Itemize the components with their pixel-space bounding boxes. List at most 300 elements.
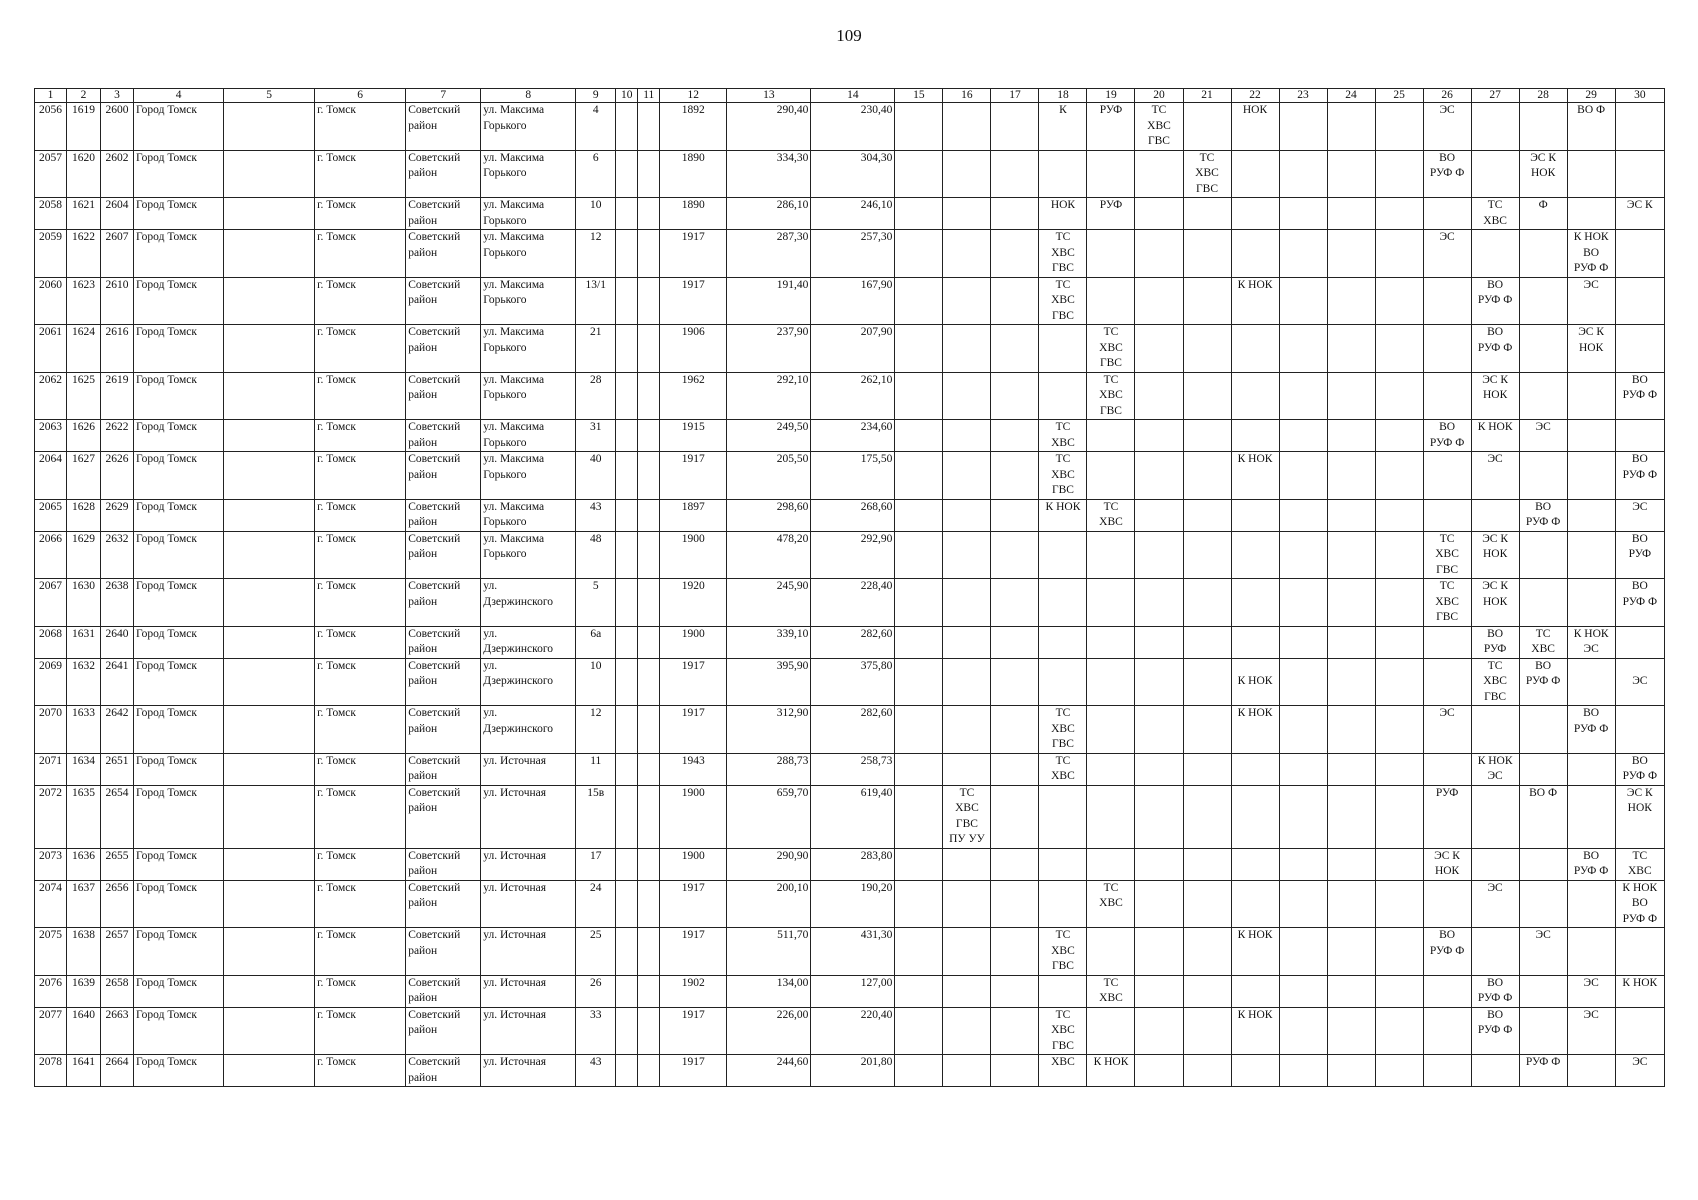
cell-col-22: [1231, 848, 1279, 880]
cell-col-27: ВО РУФ Ф: [1471, 975, 1519, 1007]
cell-col-14: 228,40: [811, 579, 895, 627]
column-header-4: 4: [134, 89, 224, 103]
cell-col-18: [1039, 531, 1087, 579]
cell-col-9: 13/1: [576, 277, 616, 325]
cell-col-8: ул. Максима Горького: [481, 452, 576, 500]
column-header-13: 13: [727, 89, 811, 103]
cell-col-17: [991, 372, 1039, 420]
cell-col-21: [1183, 848, 1231, 880]
cell-col-14: 375,80: [811, 658, 895, 706]
cell-col-1: 2064: [35, 452, 67, 500]
cell-col-10: [616, 230, 638, 278]
cell-col-2: 1639: [67, 975, 101, 1007]
cell-col-28: [1519, 531, 1567, 579]
cell-col-10: [616, 103, 638, 151]
cell-col-8: ул. Максима Горького: [481, 103, 576, 151]
cell-col-4: Город Томск: [134, 198, 224, 230]
cell-col-10: [616, 785, 638, 848]
cell-col-8: ул. Источная: [481, 1055, 576, 1087]
cell-col-21: [1183, 785, 1231, 848]
cell-col-26: РУФ: [1423, 785, 1471, 848]
cell-col-21: ТС ХВС ГВС: [1183, 150, 1231, 198]
cell-col-2: 1622: [67, 230, 101, 278]
cell-col-17: [991, 928, 1039, 976]
cell-col-9: 10: [576, 198, 616, 230]
cell-col-28: ЭС: [1519, 928, 1567, 976]
cell-col-26: [1423, 325, 1471, 373]
cell-col-3: 2616: [101, 325, 134, 373]
cell-col-27: ЭС К НОК: [1471, 372, 1519, 420]
cell-col-13: 659,70: [727, 785, 811, 848]
cell-col-28: [1519, 579, 1567, 627]
cell-col-6: г. Томск: [315, 785, 406, 848]
cell-col-13: 298,60: [727, 499, 811, 531]
cell-col-3: 2602: [101, 150, 134, 198]
cell-col-27: ВО РУФ Ф: [1471, 325, 1519, 373]
cell-col-30: ВО РУФ Ф: [1615, 452, 1664, 500]
cell-col-17: [991, 150, 1039, 198]
cell-col-24: [1327, 230, 1375, 278]
cell-col-27: ВО РУФ Ф: [1471, 1007, 1519, 1055]
cell-col-30: ВО РУФ Ф: [1615, 372, 1664, 420]
cell-col-17: [991, 706, 1039, 754]
cell-col-29: [1567, 198, 1615, 230]
cell-col-10: [616, 706, 638, 754]
cell-col-9: 31: [576, 420, 616, 452]
column-header-19: 19: [1087, 89, 1135, 103]
cell-col-19: [1087, 579, 1135, 627]
cell-col-24: [1327, 103, 1375, 151]
cell-col-4: Город Томск: [134, 277, 224, 325]
cell-col-20: [1135, 1007, 1183, 1055]
cell-col-24: [1327, 198, 1375, 230]
cell-col-13: 511,70: [727, 928, 811, 976]
cell-col-14: 304,30: [811, 150, 895, 198]
cell-col-10: [616, 325, 638, 373]
cell-col-24: [1327, 848, 1375, 880]
cell-col-23: [1279, 420, 1327, 452]
cell-col-6: г. Томск: [315, 975, 406, 1007]
column-header-18: 18: [1039, 89, 1087, 103]
cell-col-20: [1135, 277, 1183, 325]
cell-col-13: 287,30: [727, 230, 811, 278]
cell-col-16: [943, 848, 991, 880]
cell-col-24: [1327, 277, 1375, 325]
cell-col-17: [991, 753, 1039, 785]
cell-col-25: [1375, 880, 1423, 928]
cell-col-17: [991, 626, 1039, 658]
cell-col-24: [1327, 579, 1375, 627]
cell-col-6: г. Томск: [315, 198, 406, 230]
cell-col-30: [1615, 230, 1664, 278]
cell-col-16: [943, 420, 991, 452]
cell-col-13: 226,00: [727, 1007, 811, 1055]
cell-col-7: Советский район: [406, 975, 481, 1007]
cell-col-17: [991, 1007, 1039, 1055]
cell-col-21: [1183, 928, 1231, 976]
cell-col-22: [1231, 198, 1279, 230]
cell-col-18: [1039, 325, 1087, 373]
cell-col-2: 1624: [67, 325, 101, 373]
cell-col-19: [1087, 785, 1135, 848]
cell-col-1: 2066: [35, 531, 67, 579]
table-row: [35, 230, 1665, 278]
cell-col-25: [1375, 150, 1423, 198]
cell-col-7: Советский район: [406, 198, 481, 230]
cell-col-24: [1327, 975, 1375, 1007]
column-header-25: 25: [1375, 89, 1423, 103]
cell-col-30: ЭС К НОК: [1615, 785, 1664, 848]
cell-col-10: [616, 499, 638, 531]
cell-col-26: [1423, 753, 1471, 785]
cell-col-25: [1375, 626, 1423, 658]
cell-col-3: 2657: [101, 928, 134, 976]
cell-col-7: Советский район: [406, 103, 481, 151]
cell-col-12: 1915: [660, 420, 727, 452]
cell-col-26: [1423, 1007, 1471, 1055]
cell-col-13: 334,30: [727, 150, 811, 198]
cell-col-7: Советский район: [406, 499, 481, 531]
cell-col-30: [1615, 150, 1664, 198]
cell-col-7: Советский район: [406, 928, 481, 976]
cell-col-6: г. Томск: [315, 658, 406, 706]
cell-col-28: [1519, 372, 1567, 420]
table-row: [35, 848, 1665, 880]
cell-col-28: [1519, 325, 1567, 373]
cell-col-12: 1902: [660, 975, 727, 1007]
cell-col-18: НОК: [1039, 198, 1087, 230]
cell-col-16: [943, 1055, 991, 1087]
cell-col-2: 1627: [67, 452, 101, 500]
cell-col-6: г. Томск: [315, 848, 406, 880]
cell-col-9: 15в: [576, 785, 616, 848]
cell-col-12: 1917: [660, 1007, 727, 1055]
cell-col-7: Советский район: [406, 1007, 481, 1055]
column-header-28: 28: [1519, 89, 1567, 103]
cell-col-6: г. Томск: [315, 1055, 406, 1087]
table-row: [35, 626, 1665, 658]
cell-col-23: [1279, 928, 1327, 976]
column-header-3: 3: [101, 89, 134, 103]
cell-col-28: [1519, 277, 1567, 325]
cell-col-27: К НОК: [1471, 420, 1519, 452]
cell-col-2: 1619: [67, 103, 101, 151]
cell-col-23: [1279, 372, 1327, 420]
cell-col-10: [616, 1007, 638, 1055]
cell-col-20: [1135, 325, 1183, 373]
cell-col-23: [1279, 1055, 1327, 1087]
cell-col-3: 2663: [101, 1007, 134, 1055]
cell-col-25: [1375, 1055, 1423, 1087]
cell-col-23: [1279, 785, 1327, 848]
table-row: [35, 198, 1665, 230]
cell-col-26: ЭС: [1423, 230, 1471, 278]
cell-col-6: г. Томск: [315, 579, 406, 627]
cell-col-23: [1279, 531, 1327, 579]
cell-col-26: [1423, 626, 1471, 658]
table-row: [35, 928, 1665, 976]
cell-col-18: ТС ХВС ГВС: [1039, 1007, 1087, 1055]
cell-col-10: [616, 531, 638, 579]
cell-col-8: ул. Максима Горького: [481, 150, 576, 198]
cell-col-16: [943, 103, 991, 151]
cell-col-24: [1327, 658, 1375, 706]
cell-col-24: [1327, 785, 1375, 848]
cell-col-3: 2658: [101, 975, 134, 1007]
cell-col-23: [1279, 325, 1327, 373]
cell-col-21: [1183, 579, 1231, 627]
cell-col-26: [1423, 1055, 1471, 1087]
cell-col-7: Советский район: [406, 277, 481, 325]
cell-col-1: 2062: [35, 372, 67, 420]
cell-col-21: [1183, 198, 1231, 230]
cell-col-18: ТС ХВС ГВС: [1039, 277, 1087, 325]
cell-col-24: [1327, 150, 1375, 198]
cell-col-14: 234,60: [811, 420, 895, 452]
cell-col-4: Город Томск: [134, 372, 224, 420]
cell-col-27: [1471, 150, 1519, 198]
cell-col-13: 249,50: [727, 420, 811, 452]
cell-col-16: [943, 753, 991, 785]
cell-col-16: [943, 230, 991, 278]
cell-col-26: ТС ХВС ГВС: [1423, 531, 1471, 579]
cell-col-23: [1279, 706, 1327, 754]
cell-col-5: [224, 230, 315, 278]
cell-col-23: [1279, 880, 1327, 928]
register-table: [34, 88, 1665, 1087]
cell-col-15: [895, 103, 943, 151]
cell-col-25: [1375, 372, 1423, 420]
cell-col-18: К: [1039, 103, 1087, 151]
cell-col-10: [616, 277, 638, 325]
cell-col-9: 26: [576, 975, 616, 1007]
cell-col-19: [1087, 928, 1135, 976]
cell-col-19: ТС ХВС: [1087, 975, 1135, 1007]
cell-col-29: [1567, 499, 1615, 531]
cell-col-3: 2607: [101, 230, 134, 278]
cell-col-6: г. Томск: [315, 706, 406, 754]
cell-col-21: [1183, 230, 1231, 278]
cell-col-11: [638, 452, 660, 500]
cell-col-3: 2622: [101, 420, 134, 452]
cell-col-24: [1327, 372, 1375, 420]
cell-col-9: 17: [576, 848, 616, 880]
cell-col-28: ВО Ф: [1519, 785, 1567, 848]
cell-col-1: 2070: [35, 706, 67, 754]
cell-col-28: РУФ Ф: [1519, 1055, 1567, 1087]
cell-col-4: Город Томск: [134, 150, 224, 198]
cell-col-14: 258,73: [811, 753, 895, 785]
cell-col-3: 2664: [101, 1055, 134, 1087]
cell-col-26: ЭС К НОК: [1423, 848, 1471, 880]
cell-col-23: [1279, 975, 1327, 1007]
cell-col-25: [1375, 753, 1423, 785]
cell-col-25: [1375, 1007, 1423, 1055]
cell-col-20: [1135, 372, 1183, 420]
cell-col-10: [616, 880, 638, 928]
cell-col-12: 1917: [660, 1055, 727, 1087]
cell-col-3: 2640: [101, 626, 134, 658]
cell-col-9: 40: [576, 452, 616, 500]
cell-col-25: [1375, 658, 1423, 706]
column-header-8: 8: [481, 89, 576, 103]
cell-col-20: [1135, 579, 1183, 627]
cell-col-13: 244,60: [727, 1055, 811, 1087]
cell-col-18: ТС ХВС: [1039, 753, 1087, 785]
cell-col-8: ул. Источная: [481, 785, 576, 848]
cell-col-11: [638, 325, 660, 373]
cell-col-5: [224, 626, 315, 658]
cell-col-10: [616, 372, 638, 420]
cell-col-14: 282,60: [811, 706, 895, 754]
cell-col-1: 2076: [35, 975, 67, 1007]
cell-col-11: [638, 928, 660, 976]
table-row: [35, 753, 1665, 785]
cell-col-9: 43: [576, 499, 616, 531]
cell-col-14: 246,10: [811, 198, 895, 230]
cell-col-16: [943, 452, 991, 500]
cell-col-6: г. Томск: [315, 626, 406, 658]
cell-col-20: [1135, 880, 1183, 928]
cell-col-20: [1135, 706, 1183, 754]
cell-col-4: Город Томск: [134, 103, 224, 151]
cell-col-21: [1183, 372, 1231, 420]
cell-col-12: 1900: [660, 531, 727, 579]
cell-col-14: 283,80: [811, 848, 895, 880]
cell-col-1: 2068: [35, 626, 67, 658]
cell-col-29: [1567, 420, 1615, 452]
cell-col-8: ул. Максима Горького: [481, 325, 576, 373]
cell-col-29: ВО РУФ Ф: [1567, 706, 1615, 754]
cell-col-12: 1897: [660, 499, 727, 531]
cell-col-18: ТС ХВС ГВС: [1039, 706, 1087, 754]
cell-col-18: ХВС: [1039, 1055, 1087, 1087]
cell-col-27: ЭС: [1471, 880, 1519, 928]
cell-col-6: г. Томск: [315, 452, 406, 500]
cell-col-7: Советский район: [406, 579, 481, 627]
cell-col-28: Ф: [1519, 198, 1567, 230]
cell-col-25: [1375, 848, 1423, 880]
cell-col-28: ЭС: [1519, 420, 1567, 452]
cell-col-20: [1135, 198, 1183, 230]
cell-col-5: [224, 325, 315, 373]
cell-col-14: 201,80: [811, 1055, 895, 1087]
cell-col-2: 1634: [67, 753, 101, 785]
cell-col-22: [1231, 753, 1279, 785]
cell-col-19: [1087, 230, 1135, 278]
cell-col-23: [1279, 150, 1327, 198]
cell-col-10: [616, 579, 638, 627]
cell-col-27: [1471, 785, 1519, 848]
cell-col-30: [1615, 277, 1664, 325]
cell-col-12: 1917: [660, 706, 727, 754]
cell-col-6: г. Томск: [315, 420, 406, 452]
cell-col-17: [991, 880, 1039, 928]
cell-col-17: [991, 325, 1039, 373]
cell-col-14: 175,50: [811, 452, 895, 500]
table-row: [35, 1055, 1665, 1087]
cell-col-11: [638, 372, 660, 420]
cell-col-17: [991, 579, 1039, 627]
cell-col-18: ТС ХВС ГВС: [1039, 452, 1087, 500]
cell-col-29: [1567, 658, 1615, 706]
cell-col-16: [943, 579, 991, 627]
cell-col-13: 245,90: [727, 579, 811, 627]
cell-col-4: Город Томск: [134, 1007, 224, 1055]
cell-col-18: [1039, 658, 1087, 706]
cell-col-15: [895, 1007, 943, 1055]
cell-col-7: Советский район: [406, 452, 481, 500]
cell-col-5: [224, 928, 315, 976]
cell-col-15: [895, 325, 943, 373]
cell-col-13: 292,10: [727, 372, 811, 420]
cell-col-14: 257,30: [811, 230, 895, 278]
cell-col-30: К НОК ВО РУФ Ф: [1615, 880, 1664, 928]
cell-col-1: 2077: [35, 1007, 67, 1055]
cell-col-1: 2061: [35, 325, 67, 373]
cell-col-5: [224, 103, 315, 151]
cell-col-30: ВО РУФ Ф: [1615, 753, 1664, 785]
cell-col-19: ТС ХВС ГВС: [1087, 372, 1135, 420]
cell-col-4: Город Томск: [134, 1055, 224, 1087]
cell-col-28: [1519, 230, 1567, 278]
cell-col-4: Город Томск: [134, 531, 224, 579]
cell-col-1: 2063: [35, 420, 67, 452]
cell-col-25: [1375, 103, 1423, 151]
cell-col-4: Город Томск: [134, 626, 224, 658]
table-row: [35, 1007, 1665, 1055]
cell-col-20: [1135, 420, 1183, 452]
table-row: [35, 579, 1665, 627]
cell-col-27: [1471, 1055, 1519, 1087]
cell-col-16: [943, 499, 991, 531]
cell-col-12: 1917: [660, 452, 727, 500]
cell-col-1: 2059: [35, 230, 67, 278]
cell-col-27: ТС ХВС: [1471, 198, 1519, 230]
cell-col-13: 134,00: [727, 975, 811, 1007]
cell-col-1: 2067: [35, 579, 67, 627]
cell-col-22: К НОК: [1231, 277, 1279, 325]
cell-col-9: 21: [576, 325, 616, 373]
cell-col-4: Город Томск: [134, 579, 224, 627]
cell-col-12: 1900: [660, 626, 727, 658]
cell-col-19: ТС ХВС ГВС: [1087, 325, 1135, 373]
cell-col-14: 207,90: [811, 325, 895, 373]
cell-col-28: ТС ХВС: [1519, 626, 1567, 658]
cell-col-9: 6а: [576, 626, 616, 658]
cell-col-9: 6: [576, 150, 616, 198]
cell-col-26: [1423, 975, 1471, 1007]
cell-col-4: Город Томск: [134, 880, 224, 928]
cell-col-25: [1375, 785, 1423, 848]
cell-col-7: Советский район: [406, 150, 481, 198]
cell-col-22: К НОК: [1231, 706, 1279, 754]
cell-col-2: 1625: [67, 372, 101, 420]
cell-col-19: [1087, 531, 1135, 579]
cell-col-1: 2078: [35, 1055, 67, 1087]
cell-col-28: [1519, 753, 1567, 785]
cell-col-27: [1471, 706, 1519, 754]
cell-col-1: 2069: [35, 658, 67, 706]
cell-col-15: [895, 150, 943, 198]
cell-col-28: ЭС К НОК: [1519, 150, 1567, 198]
cell-col-7: Советский район: [406, 1055, 481, 1087]
cell-col-26: [1423, 372, 1471, 420]
cell-col-11: [638, 1007, 660, 1055]
column-header-15: 15: [895, 89, 943, 103]
cell-col-5: [224, 499, 315, 531]
cell-col-3: 2610: [101, 277, 134, 325]
